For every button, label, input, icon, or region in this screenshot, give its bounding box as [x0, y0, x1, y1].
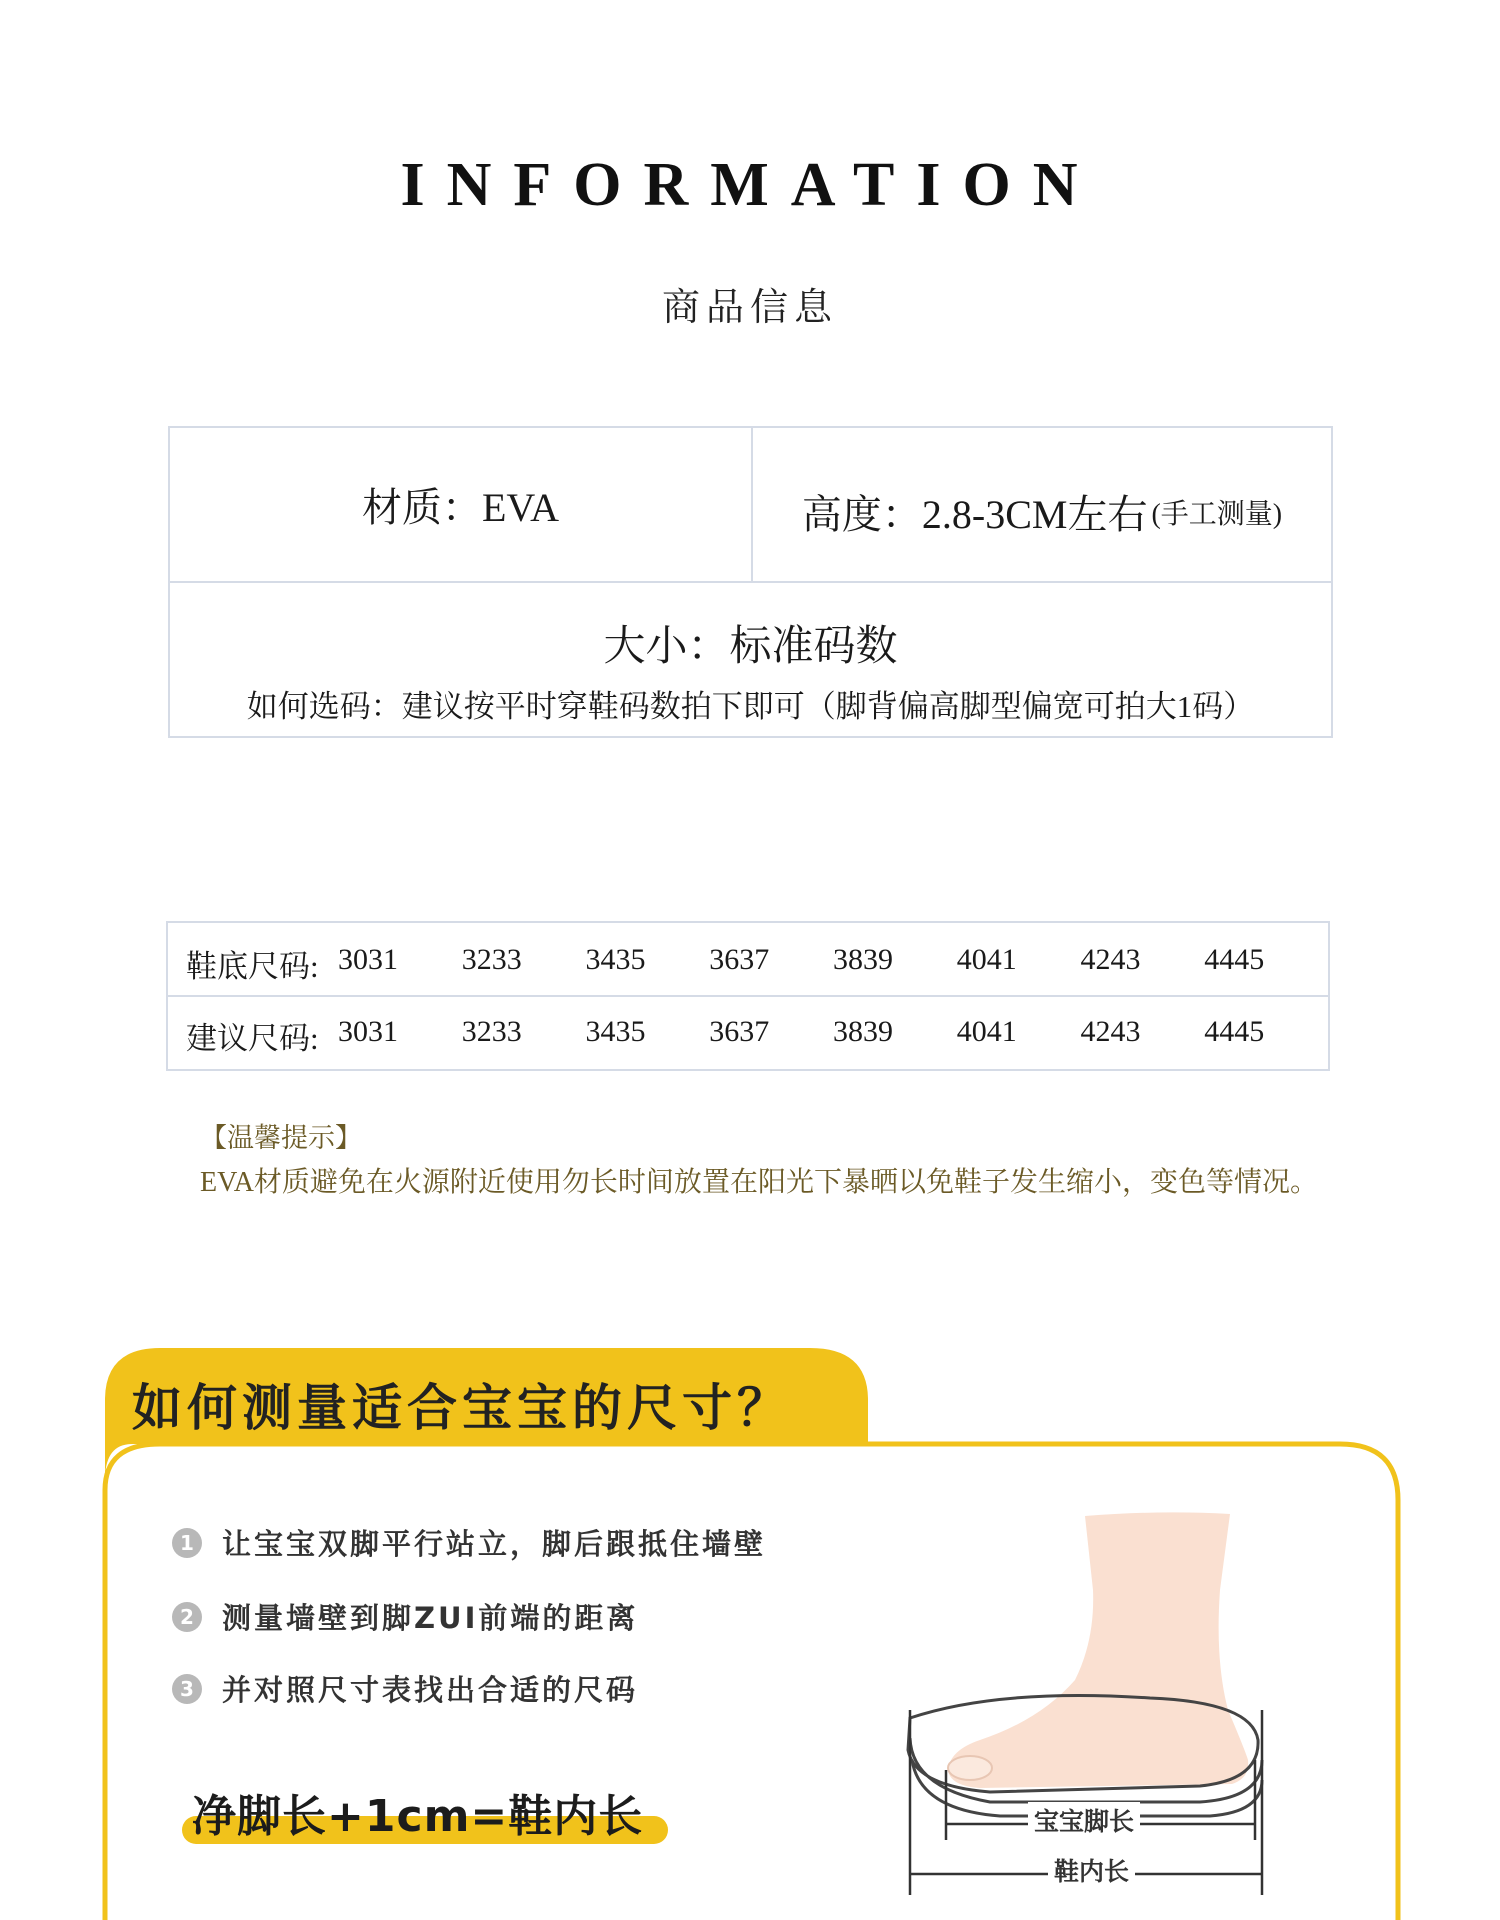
- row-label: 鞋底尺码:: [186, 949, 319, 984]
- shoe-length-label: 鞋内长: [1048, 1852, 1135, 1888]
- table-cell: 3233: [461, 1015, 522, 1048]
- table-cell: 3839: [833, 943, 893, 976]
- table-cell: 4243: [1080, 1015, 1141, 1048]
- table-cell: 3435: [585, 943, 646, 976]
- toe-shape: [948, 1756, 992, 1780]
- page-title: INFORMATION: [400, 151, 1100, 219]
- table-cell: 4445: [1204, 1015, 1265, 1048]
- size-selection-tip: 如何选码：建议按平时穿鞋码数拍下即可（脚背偏高脚型偏宽可拍大1码）: [246, 689, 1255, 724]
- table-row: [168, 995, 1328, 1067]
- row-values: [338, 943, 1328, 977]
- formula-highlight: [180, 1780, 670, 1850]
- height-note: (手工测量): [1151, 498, 1283, 530]
- table-cell: 3031: [338, 1015, 398, 1048]
- step-number-icon: 3: [172, 1674, 202, 1704]
- measure-step: [172, 1522, 766, 1563]
- step-number-icon: 1: [172, 1528, 202, 1558]
- page-subtitle: 商品信息: [661, 285, 838, 329]
- measure-step: [172, 1668, 638, 1709]
- tip-text: EVA材质避免在火源附近使用勿长时间放置在阳光下暴晒以免鞋子发生缩小，变色等情况。: [200, 1167, 1318, 1198]
- table-cell: 3031: [338, 943, 398, 976]
- measure-title: 如何测量适合宝宝的尺寸？: [132, 1379, 792, 1437]
- size-table: [166, 921, 1330, 1071]
- step-number-icon: 2: [172, 1602, 202, 1632]
- table-cell: 4243: [1080, 943, 1141, 976]
- table-cell: 3435: [585, 1015, 646, 1048]
- foot-illustration: [948, 1512, 1248, 1788]
- step-text: 让宝宝双脚平行站立，脚后跟抵住墙壁: [222, 1527, 767, 1561]
- table-row: [168, 923, 1328, 997]
- table-cell: 3637: [709, 943, 770, 976]
- foot-length-label: 宝宝脚长: [1028, 1802, 1140, 1838]
- row-values: [338, 1015, 1328, 1049]
- leg-shape: [948, 1512, 1248, 1788]
- row-label: 建议尺码:: [186, 1021, 319, 1056]
- material-cell: [170, 428, 753, 583]
- height-label: 高度：2.8-3CM左右: [801, 492, 1148, 537]
- size-cell: [170, 583, 1331, 736]
- height-cell: [753, 428, 1331, 583]
- measure-guide-panel: [0, 1340, 1500, 1920]
- formula-text: 净脚长+1cm=鞋内长: [192, 1791, 644, 1842]
- table-cell: 3839: [833, 1015, 893, 1048]
- table-cell: 3637: [709, 1015, 770, 1048]
- size-label: 大小：标准码数: [603, 624, 898, 670]
- table-cell: 4041: [956, 1015, 1017, 1048]
- product-info-table: [168, 426, 1333, 738]
- step-text: 并对照尺寸表找出合适的尺码: [222, 1673, 639, 1707]
- measure-step: [172, 1596, 638, 1637]
- table-cell: 4041: [956, 943, 1017, 976]
- table-cell: 4445: [1204, 943, 1265, 976]
- material-label: 材质：EVA: [361, 485, 560, 530]
- step-text: 测量墙壁到脚ZUI前端的距离: [222, 1601, 639, 1635]
- table-cell: 3233: [461, 943, 522, 976]
- tip-title: 【温馨提示】: [200, 1123, 362, 1154]
